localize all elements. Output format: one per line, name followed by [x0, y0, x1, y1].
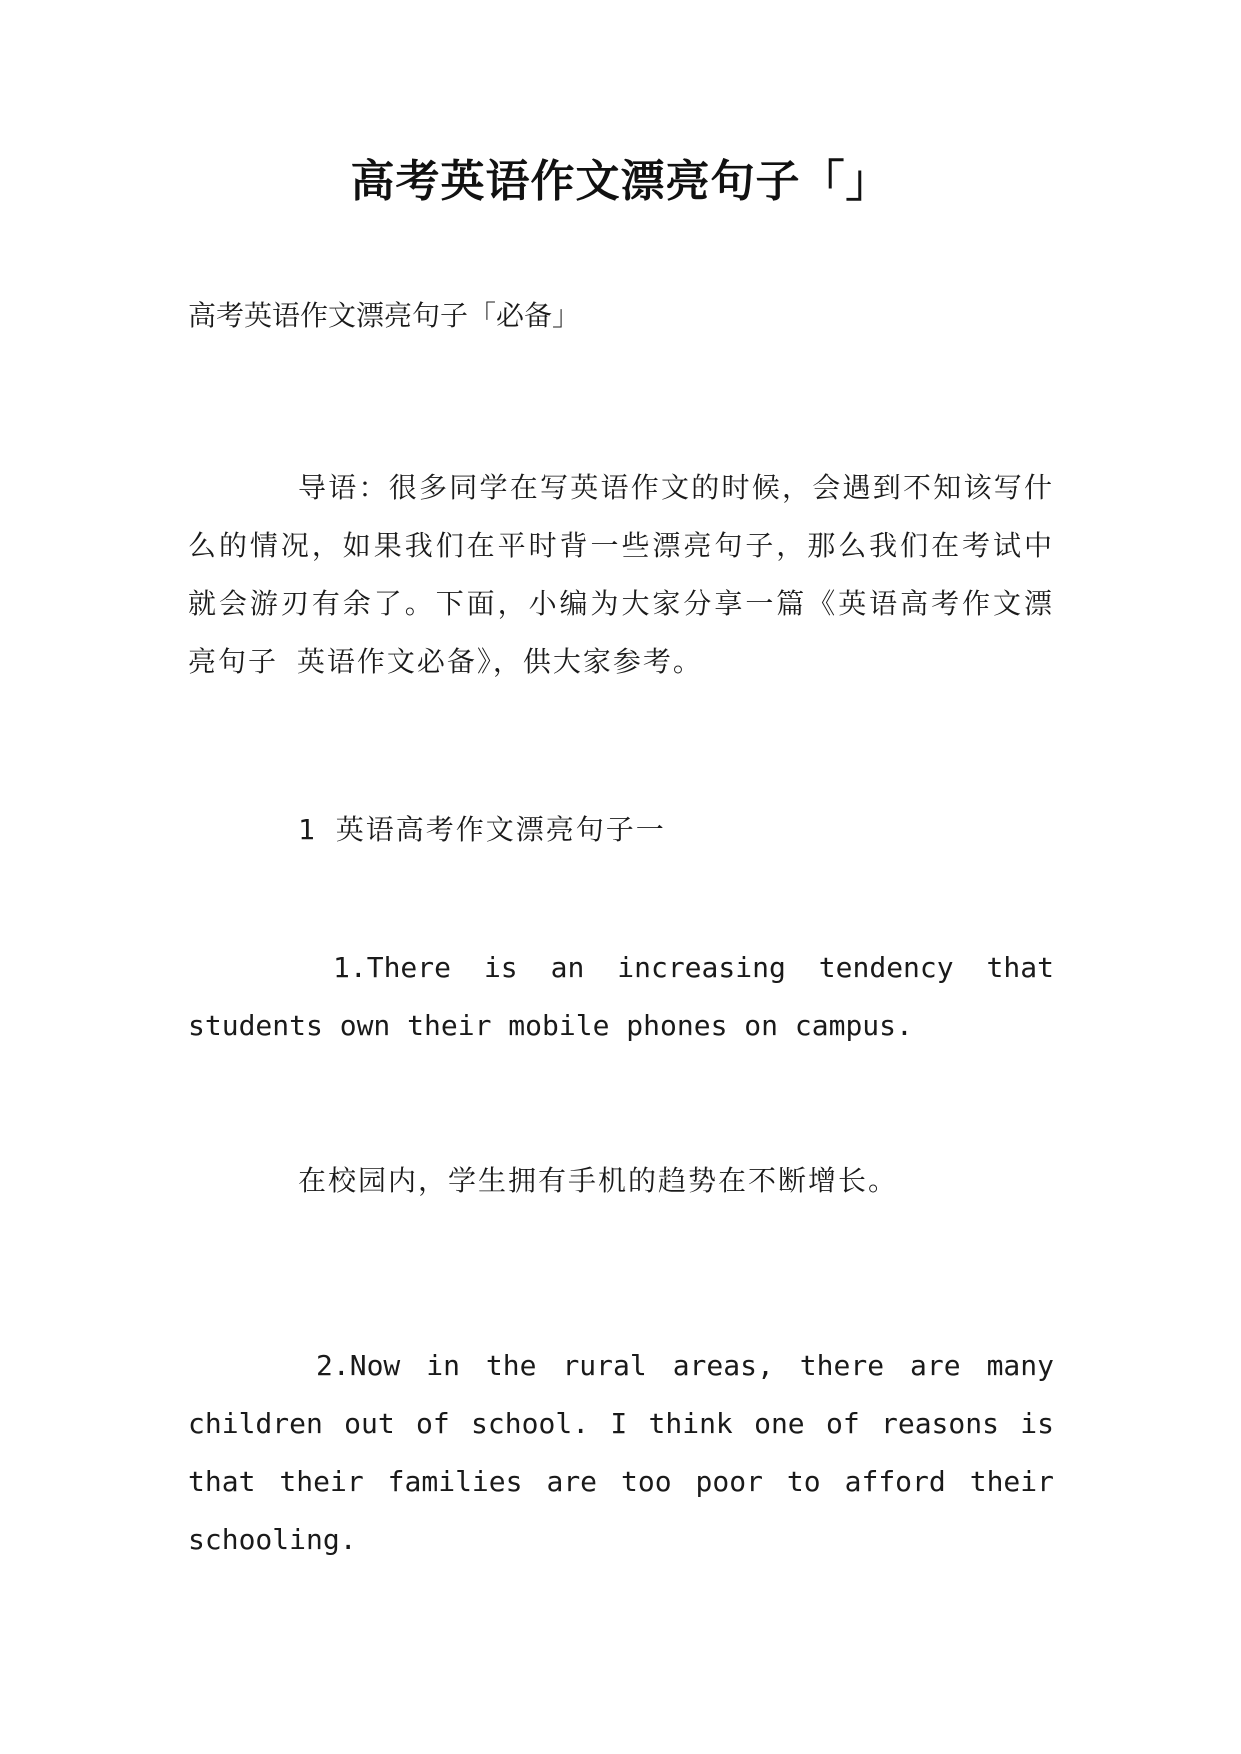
- example-sentence-2: 2.Now in the rural areas, there are many children out of school. I think one of reasons is that their families are too poor to afford their schooling.: [188, 1349, 1054, 1556]
- document-title: 高考英语作文漂亮句子「」: [350, 156, 891, 207]
- intro-paragraph: 导语：很多同学在写英语作文的时候，会遇到不知该写什么的情况，如果我们在平时背一些漂亮句子，那么我们在考试中就会游刃有余了。下面，小编为大家分享一篇《英语高考作文漂亮句子 英语作文必备》，供大家参考。: [188, 471, 1054, 678]
- translation-1: 在校园内，学生拥有手机的趋势在不断增长。: [298, 1164, 899, 1197]
- example-sentence-1: 1.There is an increasing tendency that students own their mobile phones on campus.: [188, 951, 1054, 1042]
- section-heading: 1 英语高考作文漂亮句子一: [298, 813, 666, 846]
- document-subtitle: 高考英语作文漂亮句子「必备」: [188, 299, 581, 332]
